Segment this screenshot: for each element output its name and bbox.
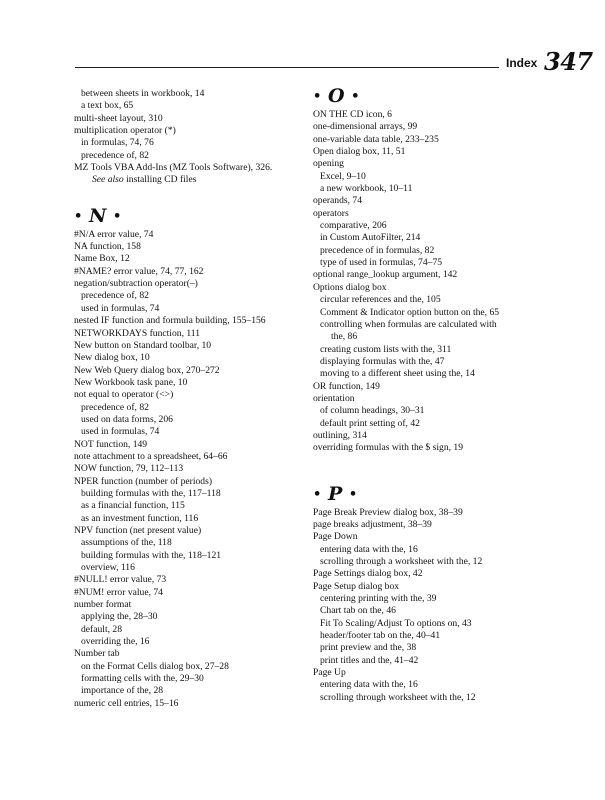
section-o-entries bbox=[313, 109, 563, 455]
index-subentry: between sheets in workbook, 14 bbox=[81, 88, 205, 99]
index-subentry: default, 28 bbox=[81, 623, 123, 635]
index-subentry: the, 86 bbox=[331, 331, 358, 343]
index-subentry: precedence of, 82 bbox=[81, 290, 149, 302]
letter-heading-p bbox=[313, 483, 563, 505]
index-entry: Open dialog box, 11, 51 bbox=[313, 146, 406, 158]
index-subentry: Fit To Scaling/Adjust To options on, 43 bbox=[320, 617, 472, 629]
bullet-right: • bbox=[112, 208, 122, 224]
index-subentry: overview, 116 bbox=[81, 562, 135, 574]
index-subentry: scrolling through a worksheet with the, 12 bbox=[320, 556, 483, 567]
index-entry: #N/A error value, 74 bbox=[74, 228, 154, 240]
index-entry: number format bbox=[74, 599, 132, 611]
index-subentry: moving to a different sheet using the, 14 bbox=[320, 368, 475, 380]
index-entry: not equal to operator (<>) bbox=[74, 389, 174, 401]
index-column-right bbox=[313, 85, 563, 704]
index-subentry: used on data forms, 206 bbox=[81, 413, 173, 425]
index-entry: MZ Tools VBA Add-Ins (MZ Tools Software), 326. bbox=[74, 162, 273, 174]
index-entry: Page Setup dialog box bbox=[313, 580, 400, 592]
index-entry: #NULL! error value, 73 bbox=[74, 574, 167, 586]
index-subentry: as a financial function, 115 bbox=[81, 500, 185, 512]
index-entry: one-dimensional arrays, 99 bbox=[313, 121, 418, 133]
index-subentry: in formulas, 74, 76 bbox=[81, 137, 154, 149]
index-entry: New dialog box, 10 bbox=[74, 352, 150, 364]
index-subentry: default print setting of, 42 bbox=[320, 417, 420, 429]
index-entry: one-variable data table, 233–235 bbox=[313, 133, 439, 145]
section-n-entries bbox=[74, 229, 324, 710]
index-subentry: print preview and the, 38 bbox=[320, 642, 417, 654]
index-subentry: building formulas with the, 118–121 bbox=[81, 549, 222, 561]
index-entry: outlining, 314 bbox=[313, 429, 367, 441]
index-subentry: creating custom lists with the, 311 bbox=[320, 343, 452, 355]
index-subentry: precedence of, 82 bbox=[81, 401, 149, 413]
index-entry: Options dialog box bbox=[313, 281, 387, 293]
index-subentry: overriding the, 16 bbox=[81, 636, 150, 648]
header-rule bbox=[75, 67, 499, 68]
letter-n: N bbox=[88, 204, 107, 227]
index-entry: NPER function (number of periods) bbox=[74, 475, 213, 487]
index-entry: Page Break Preview dialog box, 38–39 bbox=[313, 506, 463, 518]
index-subentry: precedence of in formulas, 82 bbox=[320, 244, 435, 256]
index-entry: Page Up bbox=[313, 667, 346, 679]
index-subentry: scrolling through worksheet with the, 12 bbox=[320, 691, 476, 703]
index-subentry: comparative, 206 bbox=[320, 220, 387, 232]
index-entry: note attachment to a spreadsheet, 64–66 bbox=[74, 450, 228, 462]
index-entry: multiplication operator (*) bbox=[74, 125, 176, 137]
index-entry: Number tab bbox=[74, 648, 120, 660]
index-subentry: formatting cells with the, 29–30 bbox=[81, 673, 204, 685]
index-entry: nested IF function and formula building, 155–156 bbox=[74, 315, 266, 327]
bullet-left: • bbox=[313, 89, 322, 104]
index-entry: Page Settings dialog box, 42 bbox=[313, 568, 423, 580]
index-entry: NOW function, 79, 112–113 bbox=[74, 463, 184, 475]
index-entry: page breaks adjustment, 38–39 bbox=[313, 518, 432, 530]
section-p-entries bbox=[313, 507, 563, 705]
index-subentry: Comment & Indicator option button on the, 65 bbox=[320, 306, 500, 318]
index-subentry: a text box, 65 bbox=[81, 100, 134, 112]
index-entry: operands, 74 bbox=[313, 195, 363, 207]
index-subentry: a new workbook, 10–11 bbox=[320, 183, 413, 195]
index-entry: overriding formulas with the $ sign, 19 bbox=[313, 442, 464, 454]
continued-entries bbox=[74, 88, 324, 174]
bullet-right: • bbox=[351, 89, 360, 104]
bullet-right: • bbox=[348, 486, 358, 502]
index-subentry: Excel, 9–10 bbox=[320, 170, 366, 182]
index-subentry: used in formulas, 74 bbox=[81, 302, 160, 314]
letter-heading-o bbox=[313, 85, 563, 107]
index-entry: negation/subtraction operator(–) bbox=[74, 278, 198, 290]
index-subentry: on the Format Cells dialog box, 27–28 bbox=[81, 660, 229, 672]
index-entry: optional range_lookup argument, 142 bbox=[313, 269, 458, 281]
index-subentry: entering data with the, 16 bbox=[320, 543, 418, 555]
index-subentry: as an investment function, 116 bbox=[81, 512, 199, 524]
index-entry: NPV function (net present value) bbox=[74, 525, 202, 536]
index-subentry: precedence of, 82 bbox=[81, 149, 149, 161]
see-also-entry bbox=[74, 174, 324, 186]
index-entry: New button on Standard toolbar, 10 bbox=[74, 339, 212, 351]
index-subentry: controlling when formulas are calculated with bbox=[320, 318, 497, 330]
index-subentry: used in formulas, 74 bbox=[81, 426, 160, 438]
index-entry: opening bbox=[313, 158, 344, 170]
index-entry: Name Box, 12 bbox=[74, 253, 130, 265]
bullet-left: • bbox=[313, 486, 322, 502]
letter-p: P bbox=[327, 482, 343, 505]
index-subentry: of column headings, 30–31 bbox=[320, 405, 425, 417]
index-entry: NETWORKDAYS function, 111 bbox=[74, 327, 201, 339]
index-subentry: in Custom AutoFilter, 214 bbox=[320, 232, 421, 244]
index-subentry: building formulas with the, 117–118 bbox=[81, 487, 221, 499]
index-subentry: type of used in formulas, 74–75 bbox=[320, 257, 443, 269]
index-entry: #NUM! error value, 74 bbox=[74, 586, 163, 598]
section-label: Index bbox=[506, 56, 538, 70]
index-subentry: assumptions of the, 118 bbox=[81, 537, 172, 549]
index-subentry: displaying formulas with the, 47 bbox=[320, 355, 445, 367]
page-number: 347 bbox=[544, 47, 593, 76]
index-subentry: importance of the, 28 bbox=[81, 685, 164, 697]
index-subentry: centering printing with the, 39 bbox=[320, 593, 437, 605]
index-subentry: Chart tab on the, 46 bbox=[320, 605, 396, 617]
index-entry: NOT function, 149 bbox=[74, 438, 148, 450]
index-entry: numeric cell entries, 15–16 bbox=[74, 697, 179, 709]
index-entry: operators bbox=[313, 207, 349, 219]
index-entry: NA function, 158 bbox=[74, 241, 141, 253]
index-entry: #NAME? error value, 74, 77, 162 bbox=[74, 265, 204, 277]
see-also-prefix: See also bbox=[92, 174, 124, 186]
index-entry: Page Down bbox=[313, 531, 358, 543]
index-entry: OR function, 149 bbox=[313, 380, 380, 392]
letter-heading-n bbox=[74, 205, 324, 227]
index-subentry: circular references and the, 105 bbox=[320, 294, 441, 306]
index-subentry: entering data with the, 16 bbox=[320, 679, 418, 691]
bullet-left: • bbox=[74, 208, 83, 224]
index-subentry: applying the, 28–30 bbox=[81, 611, 158, 623]
letter-o: O bbox=[327, 85, 345, 107]
index-subentry: print titles and the, 41–42 bbox=[320, 654, 419, 666]
index-entry: New Workbook task pane, 10 bbox=[74, 376, 188, 388]
index-entry: orientation bbox=[313, 392, 355, 404]
index-entry: multi-sheet layout, 310 bbox=[74, 112, 163, 124]
index-column-left bbox=[74, 88, 324, 710]
see-also-text: installing CD files bbox=[123, 174, 197, 186]
index-entry: New Web Query dialog box, 270–272 bbox=[74, 364, 220, 376]
index-subentry: header/footer tab on the, 40–41 bbox=[320, 630, 441, 642]
index-entry: ON THE CD icon, 6 bbox=[313, 109, 392, 120]
